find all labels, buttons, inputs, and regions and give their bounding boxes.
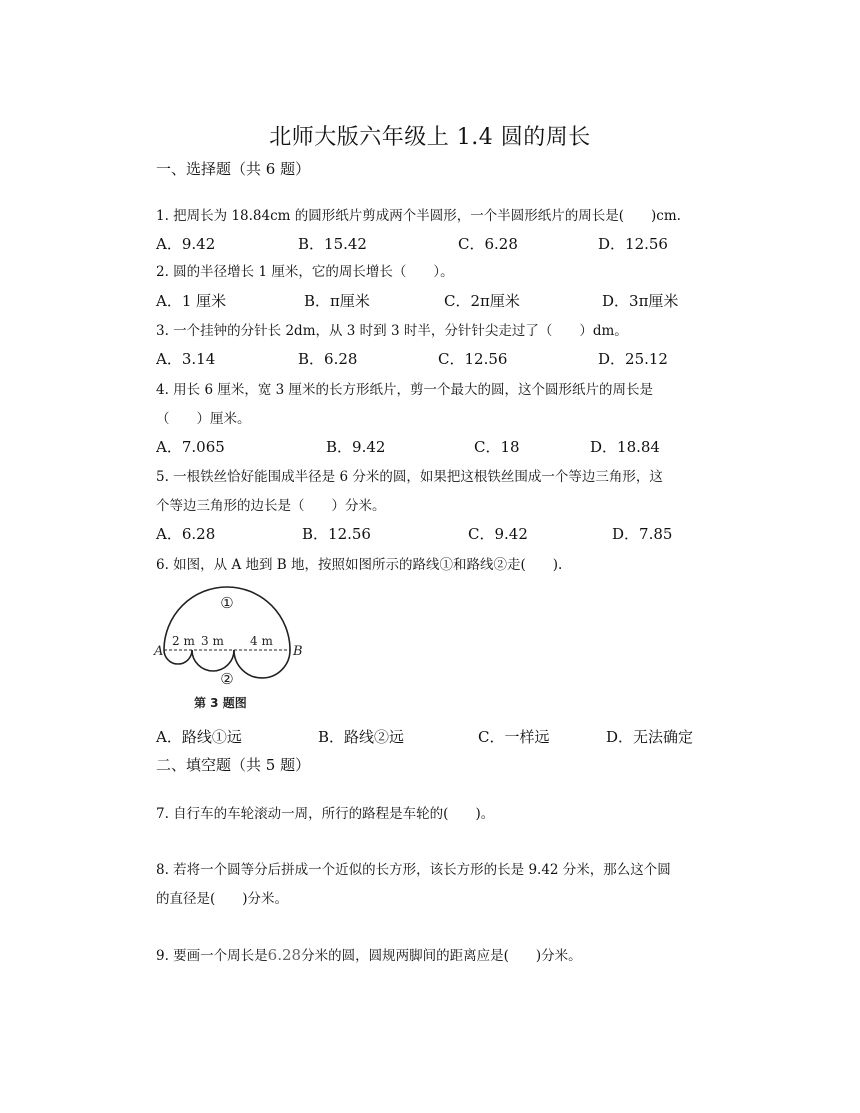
question-9-suffix: 分米的圆，圆规两脚间的距离应是( )分米。 [301, 948, 582, 964]
option-c[interactable]: C．18 [474, 438, 520, 456]
point-a-label: A [154, 644, 164, 659]
question-7: 7. 自行车的车轮滚动一周，所行的路程是车轮的( )。 [156, 806, 495, 822]
segment-3-label: 4 m [250, 634, 273, 648]
option-b[interactable]: B．6.28 [298, 350, 358, 368]
segment-2-label: 3 m [201, 634, 224, 648]
question-5-line-1: 5. 一根铁丝恰好能围成半径是 6 分米的圆，如果把这根铁丝围成一个等边三角形，这 [156, 469, 663, 485]
question-3: 3. 一个挂钟的分针长 2dm，从 3 时到 3 时半，分针针尖走过了（ ）dm。 [156, 323, 628, 339]
question-1-options [156, 233, 716, 255]
route-2-arc-3 [234, 650, 290, 678]
question-4-line-2: （ ）厘米。 [156, 411, 251, 427]
question-8-line-1: 8. 若将一个圆等分后拼成一个近似的长方形，该长方形的长是 9.42 分米，那么这个圆 [156, 862, 671, 878]
option-b[interactable]: B．15.42 [298, 235, 367, 253]
segment-1-label: 2 m [172, 634, 195, 648]
question-9-number: 6.28 [267, 946, 302, 964]
option-d[interactable]: D．7.85 [612, 525, 673, 543]
option-c[interactable]: C．2π厘米 [444, 292, 520, 310]
option-b[interactable]: B．12.56 [302, 525, 371, 543]
question-2: 2. 圆的半径增长 1 厘米，它的周长增长（ ）。 [156, 264, 454, 280]
option-b[interactable]: B．9.42 [326, 438, 386, 456]
section-heading-choice: 一、选择题（共 6 题） [156, 160, 311, 178]
option-a[interactable]: A．3.14 [156, 350, 216, 368]
option-c[interactable]: C．12.56 [438, 350, 508, 368]
option-c[interactable]: C．一样远 [478, 728, 550, 746]
option-d[interactable]: D．无法确定 [606, 728, 694, 746]
route-2-arc-1 [164, 650, 192, 664]
option-a[interactable]: A．7.065 [156, 438, 225, 456]
point-b-label: B [293, 644, 303, 659]
option-b[interactable]: B．路线②远 [318, 728, 405, 746]
question-9 [156, 941, 716, 970]
section-heading-fill: 二、填空题（共 5 题） [156, 756, 311, 774]
question-5-options [156, 523, 716, 545]
option-c[interactable]: C．9.42 [468, 525, 528, 543]
option-c[interactable]: C．6.28 [458, 235, 518, 253]
option-a[interactable]: A．1 厘米 [156, 292, 227, 310]
question-4-options [156, 436, 716, 458]
option-d[interactable]: D．18.84 [590, 438, 660, 456]
question-4-line-1: 4. 用长 6 厘米，宽 3 厘米的长方形纸片，剪一个最大的圆，这个圆形纸片的周长是 [156, 382, 654, 398]
question-6-options [156, 726, 716, 748]
page-title: 北师大版六年级上 1.4 圆的周长 [269, 125, 591, 150]
option-d[interactable]: D．25.12 [598, 350, 668, 368]
route-1-label: ① [220, 594, 234, 612]
route-diagram [150, 586, 310, 716]
question-2-options [156, 290, 716, 312]
question-9-prefix: 9. 要画一个周长是 [156, 948, 268, 964]
option-a[interactable]: A．路线①远 [156, 728, 242, 746]
question-8-line-2: 的直径是( )分米。 [156, 891, 289, 907]
route-2-label: ② [220, 670, 234, 688]
option-a[interactable]: A．6.28 [156, 525, 216, 543]
question-1: 1. 把周长为 18.84cm 的圆形纸片剪成两个半圆形，一个半圆形纸片的周长是( )cm. [156, 208, 681, 224]
question-5-line-2: 个等边三角形的边长是（ ）分米。 [156, 498, 386, 514]
figure-caption: 第 3 题图 [194, 696, 247, 710]
question-3-options [156, 348, 716, 370]
option-d[interactable]: D．3π厘米 [602, 292, 679, 310]
option-b[interactable]: B．π厘米 [304, 292, 370, 310]
option-a[interactable]: A．9.42 [156, 235, 216, 253]
question-6: 6. 如图，从 A 地到 B 地，按照如图所示的路线①和路线②走( ). [156, 557, 563, 573]
option-d[interactable]: D．12.56 [598, 235, 668, 253]
route-2-arc-2 [192, 650, 234, 671]
